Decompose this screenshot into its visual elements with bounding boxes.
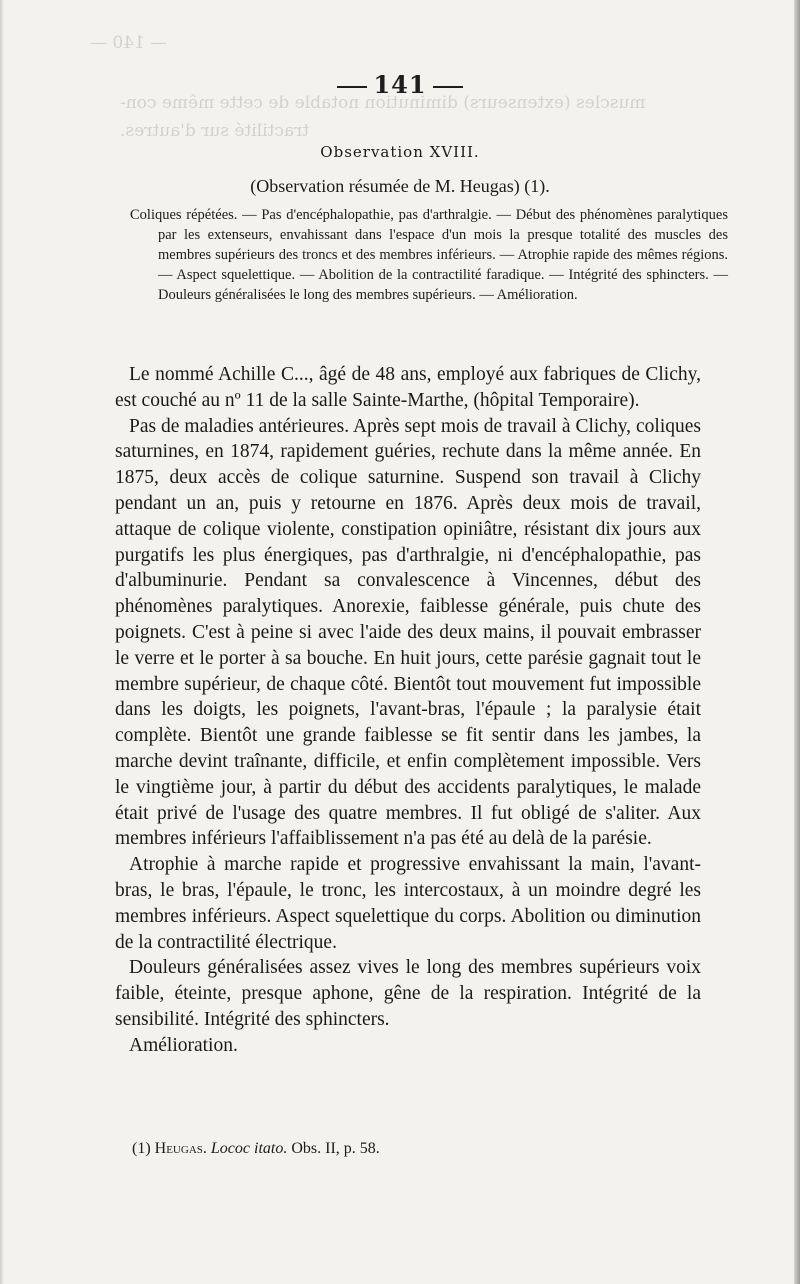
page-number-rule-right <box>433 86 463 88</box>
observation-title: Observation XVIII. <box>320 143 480 161</box>
paragraph-pain: Douleurs généralisées assez vives le long des membres supérieurs voix faible, éteinte, presque aphone, gêne de la respiration. Intégrité de la sensibilité. Intégrité des sphincters. <box>115 957 701 1030</box>
footnote-marker: (1) <box>132 1140 151 1157</box>
page-number-rule-left <box>337 86 367 88</box>
paragraph-atrophy: Atrophie à marche rapide et progressive envahissant la main, l'avant-bras, le bras, l'épaule, le tronc, les intercostaux, à un moindre degré les membres inférieurs. Aspect squelettique du corps. Abolition ou diminution de la contractilité électrique. <box>115 854 701 953</box>
observation-subtitle: (Observation résumée de M. Heugas) (1). <box>250 176 550 196</box>
case-summary: Coliques répétées. — Pas d'encéphalopathie, pas d'arthralgie. — Début des phénomènes paralytiques par les extenseurs, envahissant dans l'espace d'un mois la presque totalité des muscles des membres supérieurs des troncs et des membres inférieurs. — Atrophie rapide des mêmes régions. — Aspect squelettique. — Abolition de la contractilité faradique. — Intégrité des sphincters. — Douleurs généralisées le long des membres supérieurs. — Amélioration. <box>130 207 728 303</box>
bleed-through-decoration: — 140 — <box>90 33 168 53</box>
bleed-through-decoration: tractilité sur d'autres. <box>120 121 310 141</box>
paragraph-outcome: Amélioration. <box>129 1034 238 1056</box>
page-number-text: 141 <box>373 70 427 99</box>
footnote-work: Lococ itato. <box>210 1140 288 1157</box>
paragraph-history: Pas de maladies antérieures. Après sept mois de travail à Clichy, coliques saturnines, en 1874, rapidement guéries, rechute dans la même année. En 1875, deux accès de colique saturnine. Suspend son travail à Clichy pendant un an, puis y retourne en 1876. Après deux mois de travail, attaque de colique violente, constipation opiniâtre, résistant dix jours aux purgatifs les plus énergiques, pas d'arthralgie, ni d'encéphalopathie, pas d'albuminurie. Pendant sa convalescence à Vincennes, début des phénomènes paralytiques. Anorexie, faiblesse générale, puis chute des poignets. C'est à peine si avec l'aide des deux mains, il pouvait embrasser le verre et le porter à sa bouche. En huit jours, cette parésie gagnait tout le membre supérieur, de chaque côté. Bientôt tout mouvement fut impossible dans les doigts, les poignets, l'avant-bras, l'épaule ; la paralysie était complète. Bientôt une grande faiblesse se fit sentir dans les jambes, la marche devint traînante, difficile, et enfin complètement impossible. Vers le vingtième jour, à partir du début des accidents paralytiques, le malade était privé de l'usage des quatre membres. Il fut obligé de s'aliter. Aux membres inférieurs l'affaiblissement n'a pas été au delà de la parésie. <box>115 415 701 850</box>
paragraph-patient: Le nommé Achille C..., âgé de 48 ans, employé aux fabriques de Clichy, est couché au nº 11 de la salle Sainte-Marthe, (hôpital Temporaire). <box>115 364 701 411</box>
footnote-reference: Obs. II, p. 58. <box>291 1140 380 1157</box>
footnote <box>132 1140 380 1158</box>
page-number <box>0 70 800 99</box>
case-body <box>115 362 701 1059</box>
bleed-through-decoration: muscles (extenseurs) diminution notable de cette même con- <box>120 93 646 113</box>
footnote-author: Heugas. <box>154 1140 207 1157</box>
